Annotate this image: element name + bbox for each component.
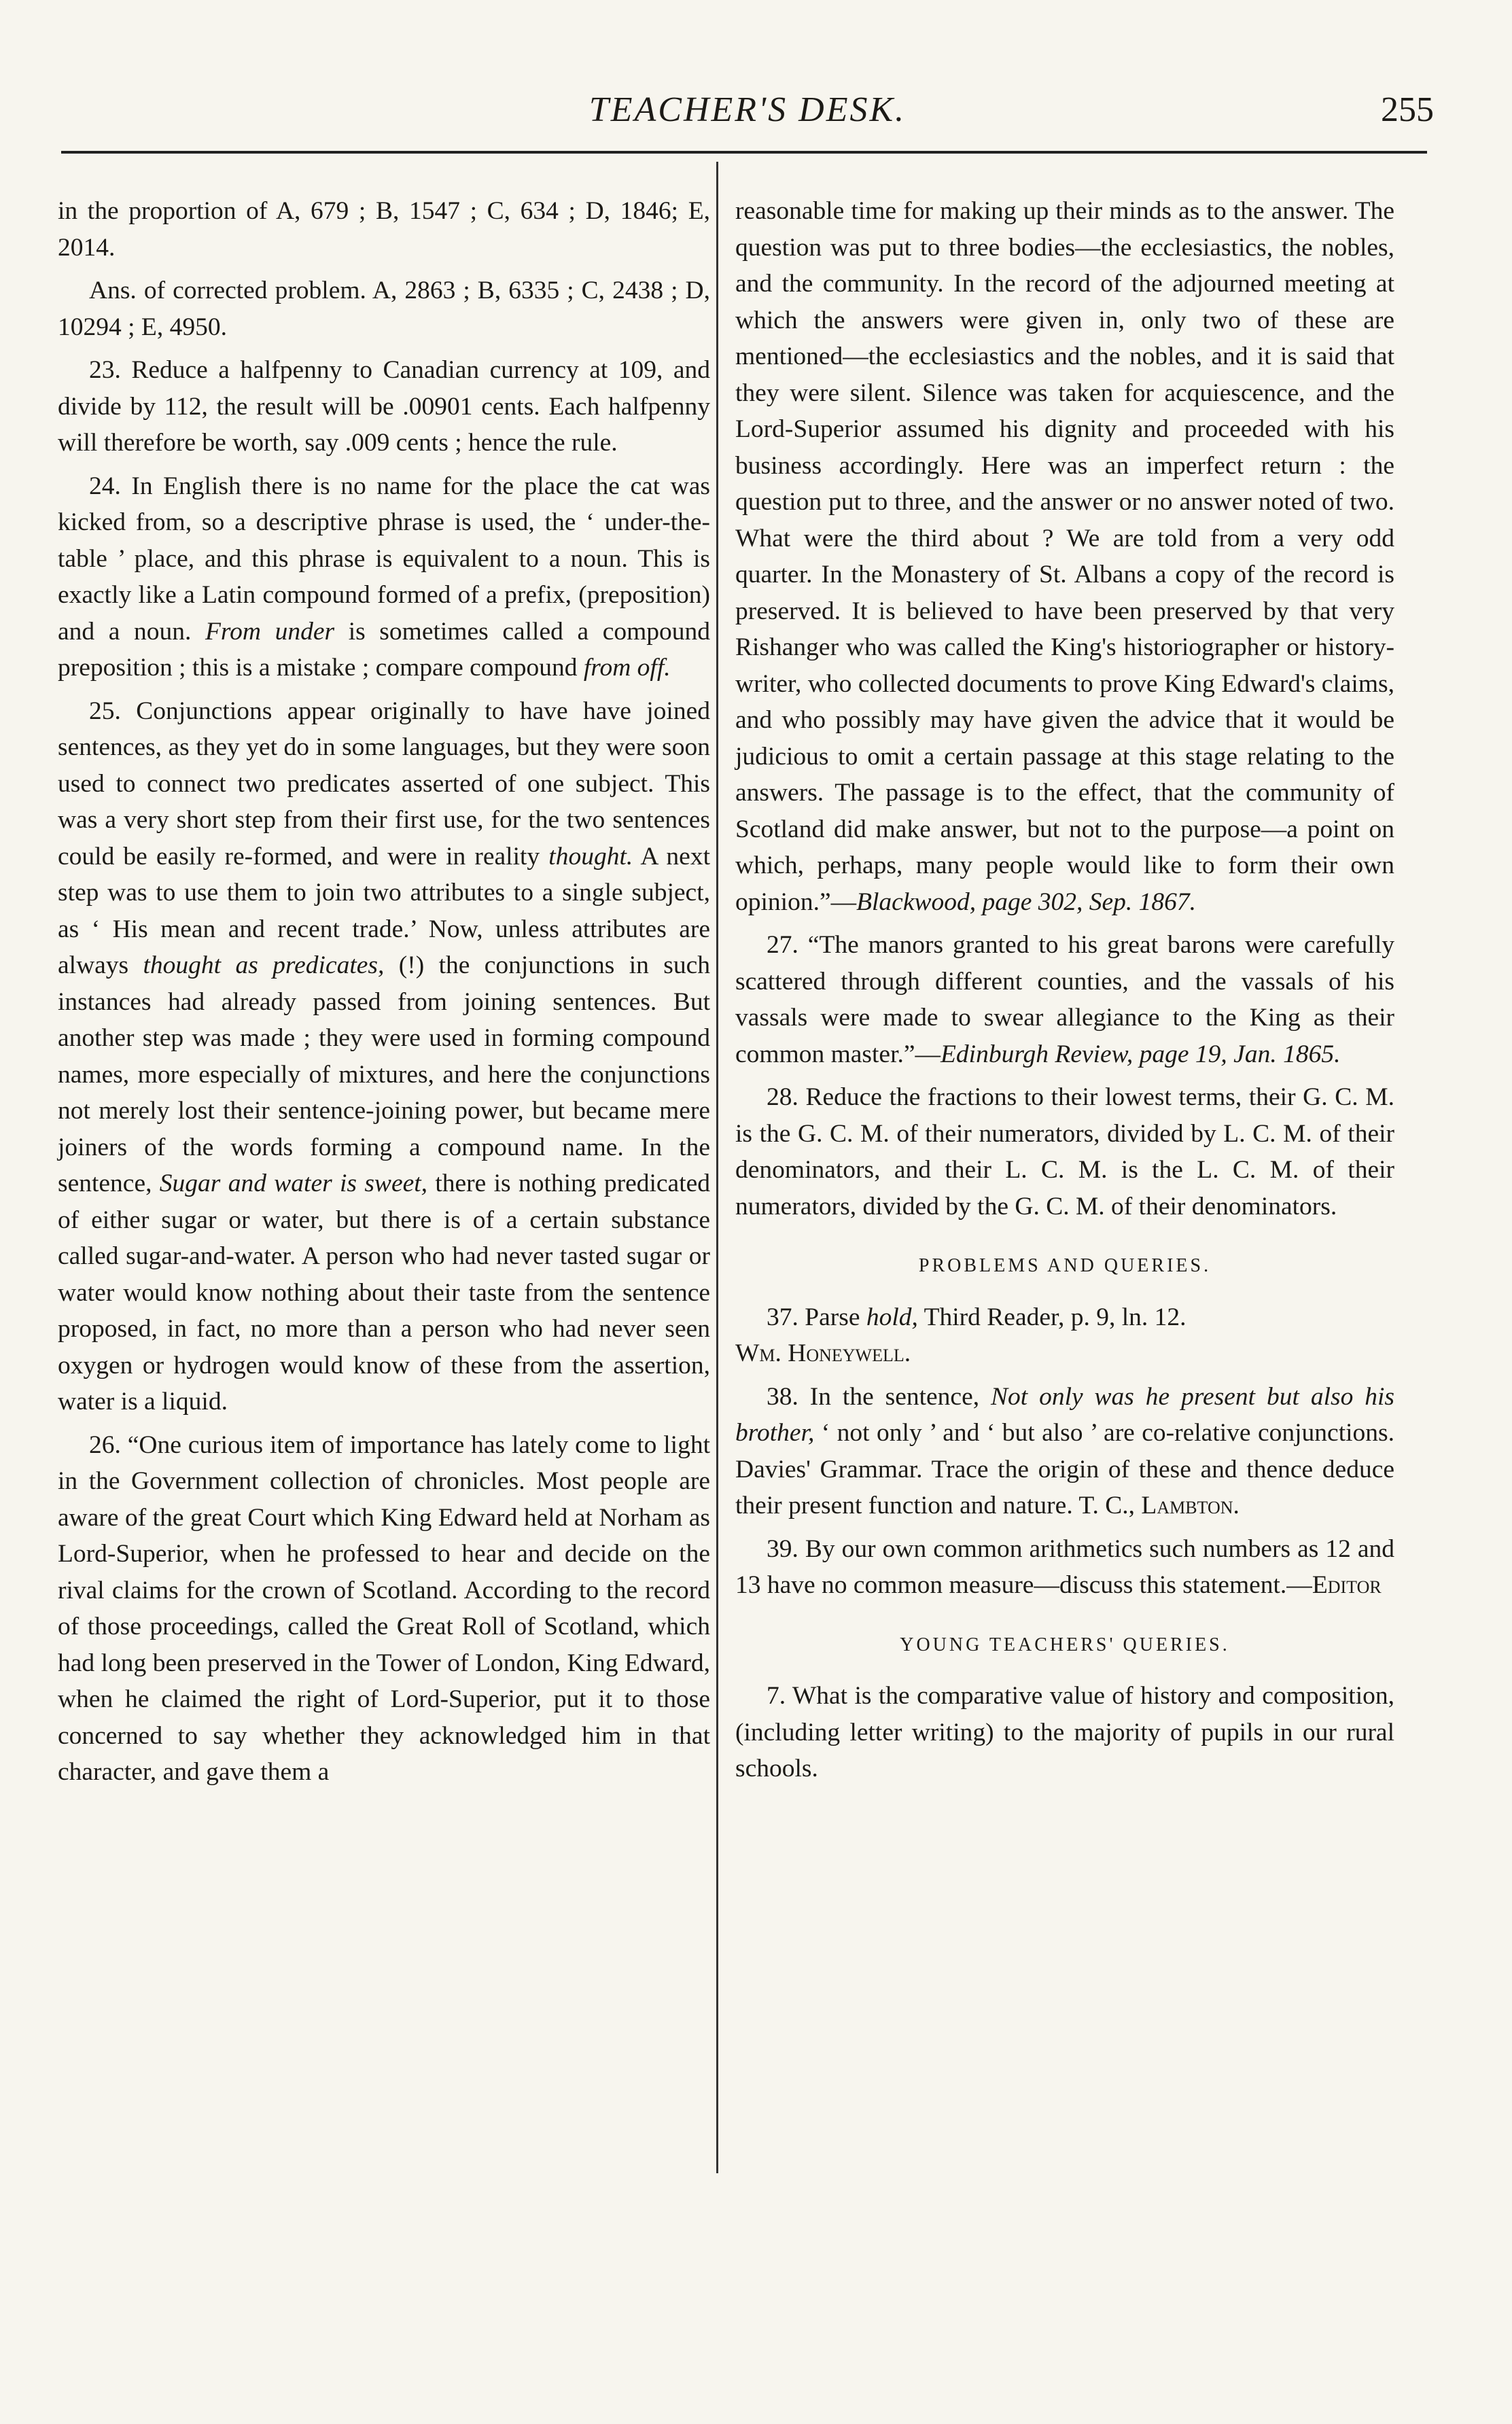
paragraph-answer: Ans. of corrected problem. A, 2863 ; B, 6335 ; C, 2438 ; D, 10294 ; E, 4950. xyxy=(58,277,710,341)
page-number: 255 xyxy=(1381,90,1434,129)
signature: Editor xyxy=(1312,1571,1382,1599)
italic-text: thought. xyxy=(548,842,633,871)
italic-text: Not only was he present but also his brother, xyxy=(735,1382,1394,1447)
text: 37. Parse xyxy=(767,1303,860,1331)
italic-text: From under xyxy=(205,617,335,646)
paragraph-26-continued xyxy=(735,193,1394,920)
text: 27. “The manors granted to his great barons were carefully scattered through different counties, and the vassals of his vassals were made to swear allegiance to the King as their common master.”— xyxy=(735,931,1394,1068)
paragraph-24 xyxy=(58,468,710,686)
text: 25. Conjunctions appear originally to have have joined sentences, as they yet do in some languages, but they were soon used to connect two predicates asserted of one subject. This was a very short step from their first use, for the two sentences could be easily re-formed, and were in reality xyxy=(58,697,710,871)
text: A next step was to use them to join two attributes to a single subject, as ‘ His mean and recent trade.’ Now, unless attributes are always xyxy=(58,842,710,979)
paragraph-27 xyxy=(735,927,1394,1072)
left-column xyxy=(58,193,710,1797)
paragraph-38 xyxy=(735,1379,1394,1524)
text: there is nothing predicated of either sugar or water, but there is of a certain substance called sugar-and-water. A person who had never tasted sugar or water would know nothing about their taste from the sentence proposed, in fact, no more than a person who had never seen oxygen or hydrogen would know of these from the assertion, water is a liquid. xyxy=(58,1170,711,1416)
paragraph-26: 26. “One curious item of importance has lately come to light in the Government collection of chronicles. Most people are aware of the great Court which King Edward held at Norham as Lord-Superior, when he professed to hear and decide on the rival claims for the crown of Scotland. According to the record of those proceedings, called the Great Roll of Scotland, which had long been preserved in the Tower of London, King Edward, when he claimed the right of Lord-Superior, put it to those concerned to say whether they acknowledged him in that character, and gave them a xyxy=(58,1430,710,1786)
paragraph-39 xyxy=(735,1531,1394,1604)
text: is sometimes called a compound preposition ; this is a mistake ; compare compound xyxy=(58,617,711,682)
signature: Lambton. xyxy=(1141,1492,1240,1520)
text: 24. In English there is no name for the place the cat was kicked from, so a descriptive phrase is used, the ‘ under-the-table ’ place, and this phrase is equivalent to a noun. This is exactly like a Latin compound formed of a prefix, (preposition) and a noun. xyxy=(58,472,710,646)
paragraph-37 xyxy=(735,1299,1394,1372)
column-divider xyxy=(716,162,718,2173)
italic-citation: Blackwood, page 302, Sep. 1867. xyxy=(856,888,1197,916)
paragraph-continued: in the proportion of A, 679 ; B, 1547 ; C, 634 ; D, 1846; E, 2014. xyxy=(58,197,710,262)
italic-text: hold, xyxy=(866,1303,918,1331)
text: 38. In the sentence, xyxy=(767,1382,980,1411)
italic-text: from off. xyxy=(583,654,671,682)
text: (!) the conjunctions in such instances had already passed from joining sentences. But another step was made ; they were used in forming compound names, more especially of mixtures, and here the conjunctions not merely lost their sentence-joining power, but became mere joiners of the words forming a compound name. In the sentence, xyxy=(58,951,711,1197)
italic-text: Sugar and water is sweet, xyxy=(159,1170,428,1197)
paragraph-25 xyxy=(58,693,710,1420)
paragraph-7: 7. What is the comparative value of history and composition, (including letter writing) to the majority of pupils in our rural schools. xyxy=(735,1682,1394,1782)
section-heading-young-teachers: YOUNG TEACHERS' QUERIES. xyxy=(900,1634,1230,1655)
running-header xyxy=(61,90,1434,144)
paragraph-23: 23. Reduce a halfpenny to Canadian currency at 109, and divide by 112, the result will be .00901 cents. Each halfpenny will therefore be worth, say .009 cents ; hence the rule. xyxy=(58,356,710,457)
text: ‘ not only ’ and ‘ but also ’ are co-relative conjunctions. Davies' Grammar. Trace the origin of these and thence deduce their present function and nature. T. C., xyxy=(735,1419,1395,1520)
paragraph-28: 28. Reduce the fractions to their lowest terms, their G. C. M. is the G. C. M. of their numerators, divided by L. C. M. of their denominators, and their L. C. M. is the L. C. M. of their numerators, divided by the G. C. M. of their denominators. xyxy=(735,1083,1394,1220)
signature: Wm. Honeywell. xyxy=(735,1339,911,1367)
running-title: TEACHER'S DESK. xyxy=(588,90,907,129)
italic-text: thought as predicates, xyxy=(143,951,385,979)
text: 39. By our own common arithmetics such numbers as 12 and 13 have no common measure—discuss this statement.— xyxy=(735,1534,1394,1599)
text: reasonable time for making up their minds as to the answer. The question was put to three bodies—the ecclesiastics, the nobles, and the community. In the record of the adjourned meeting at which the answers were given in, only two of these are mentioned—the ecclesiastics and the nobles, and it is said that they were silent. Silence was taken for acquiescence, and the Lord-Superior assumed his dignity and proceeded with his business accordingly. Here was an imperfect return : the question put to three, and the answer or no answer noted of two. What were the third about ? We are told from a very odd quarter. In the Monastery of St. Albans a copy of the record is preserved. It is believed to have been preserved by that very Rishanger who was called the King's historiographer or history-writer, who collected documents to prove King Edward's claims, and who possibly may have given the advice that it would be judicious to omit a certain passage at this stage relating to the answers. The passage is to the effect, that the community of Scotland did make answer, but not to the purpose—a point on which, perhaps, many people would like to form their own opinion.”— xyxy=(735,197,1394,916)
header-rule xyxy=(61,151,1427,154)
italic-citation: Edinburgh Review, page 19, Jan. 1865. xyxy=(940,1040,1341,1068)
section-heading-problems: PROBLEMS AND QUERIES. xyxy=(918,1255,1212,1276)
text: Third Reader, p. 9, ln. 12. xyxy=(924,1303,1186,1331)
right-column xyxy=(735,193,1394,1794)
